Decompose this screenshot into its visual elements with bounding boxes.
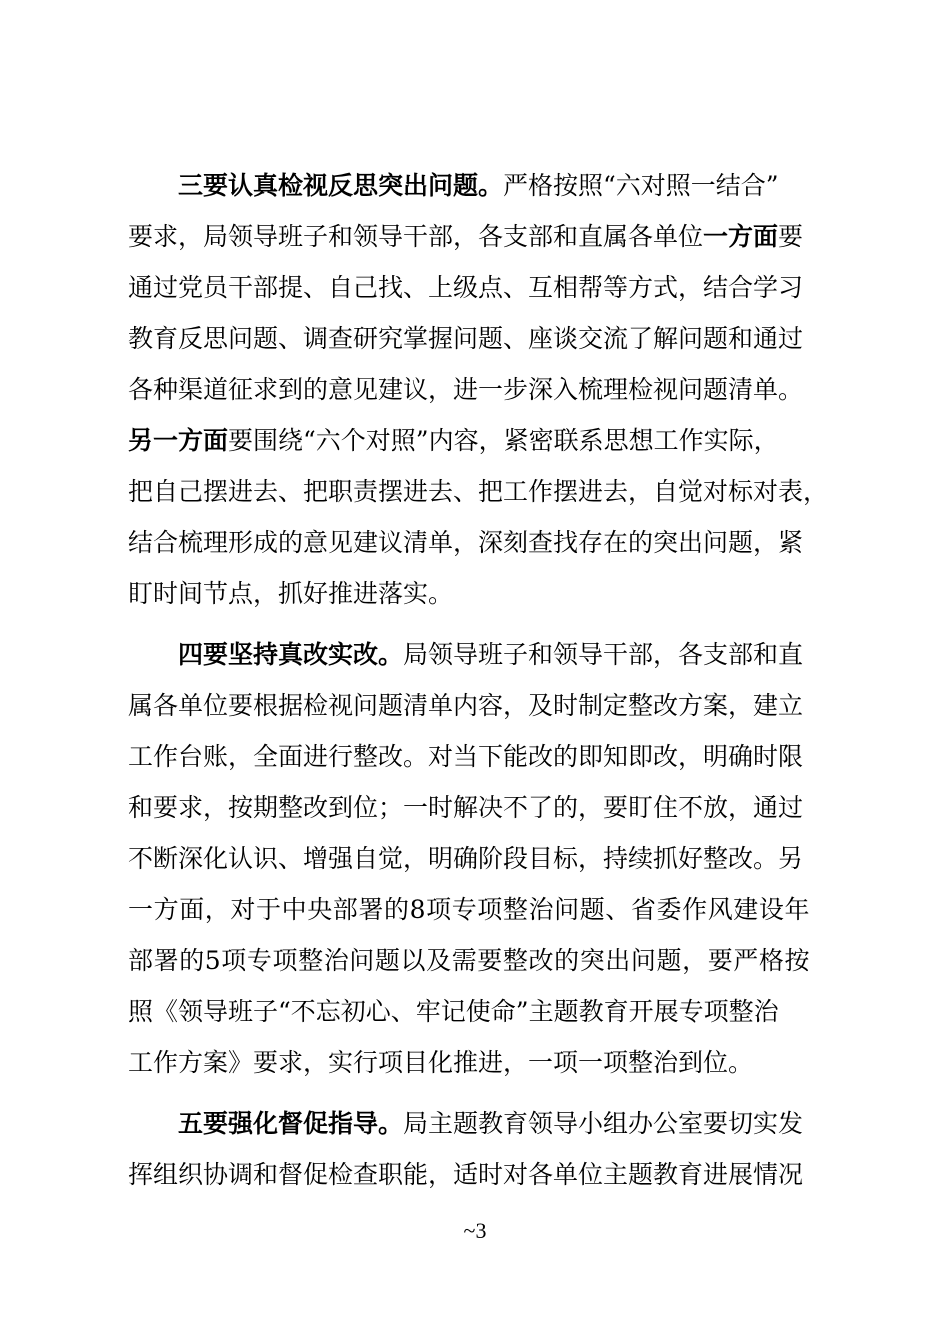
text-line: 不断深化认识、增强自觉，明确阶段目标，持续抓好整改。另 xyxy=(128,844,804,873)
emphasis-text: 另一方面 xyxy=(128,426,229,455)
text-line: 结合梳理形成的意见建议清单，深刻查找存在的突出问题，紧 xyxy=(128,528,804,557)
text-line: 四要坚持真改实改。局领导班子和领导干部，各支部和直 xyxy=(178,640,804,669)
paragraph-heading: 五要强化督促指导。 xyxy=(178,1109,404,1138)
paragraph-heading: 四要坚持真改实改。 xyxy=(178,640,404,669)
text-line: 教育反思问题、调查研究掌握问题、座谈交流了解问题和通过 xyxy=(128,324,804,353)
paragraph-gap xyxy=(128,619,848,629)
text-line: 部署的5项专项整治问题以及需要整改的突出问题，要严格按 xyxy=(128,946,811,975)
text-line: 属各单位要根据检视问题清单内容，及时制定整改方案，建立 xyxy=(128,691,804,720)
page-number: ~3 xyxy=(463,1218,487,1243)
text-line: 工作台账，全面进行整改。对当下能改的即知即改，明确时限 xyxy=(128,742,804,771)
text-line: 挥组织协调和督促检查职能，适时对各单位主题教育进展情况 xyxy=(128,1160,804,1189)
text-line: 照《领导班子“不忘初心、牢记使命”主题教育开展专项整治 xyxy=(128,997,779,1026)
text-line: 另一方面要围绕“六个对照”内容，紧密联系思想工作实际， xyxy=(128,426,779,455)
text-line: 把自己摆进去、把职责摆进去、把工作摆进去，自觉对标对表， xyxy=(128,477,829,506)
text-line: 和要求，按期整改到位；一时解决不了的，要盯住不放，通过 xyxy=(128,793,804,822)
text-line: 三要认真检视反思突出问题。严格按照“六对照一结合” xyxy=(178,171,779,200)
paragraph-three xyxy=(128,160,848,619)
text-line: 工作方案》要求，实行项目化推进，一项一项整治到位。 xyxy=(128,1048,754,1077)
text-line: 要求，局领导班子和领导干部，各支部和直属各单位一方面要 xyxy=(128,222,804,251)
text-line: 各种渠道征求到的意见建议，进一步深入梳理检视问题清单。 xyxy=(128,375,804,404)
text-line: 五要强化督促指导。局主题教育领导小组办公室要切实发 xyxy=(178,1109,804,1138)
document-body xyxy=(128,160,848,1200)
text-line: 一方面，对于中央部署的8项专项整治问题、省委作风建设年 xyxy=(128,895,811,924)
paragraph-heading: 三要认真检视反思突出问题。 xyxy=(178,171,504,200)
emphasis-text: 一方面 xyxy=(703,222,779,251)
paragraph-four xyxy=(128,629,848,1088)
text-line: 通过党员干部提、自己找、上级点、互相帮等方式，结合学习 xyxy=(128,273,804,302)
paragraph-five xyxy=(128,1098,848,1200)
paragraph-gap xyxy=(128,1088,848,1098)
text-line: 盯时间节点，抓好推进落实。 xyxy=(128,579,454,608)
